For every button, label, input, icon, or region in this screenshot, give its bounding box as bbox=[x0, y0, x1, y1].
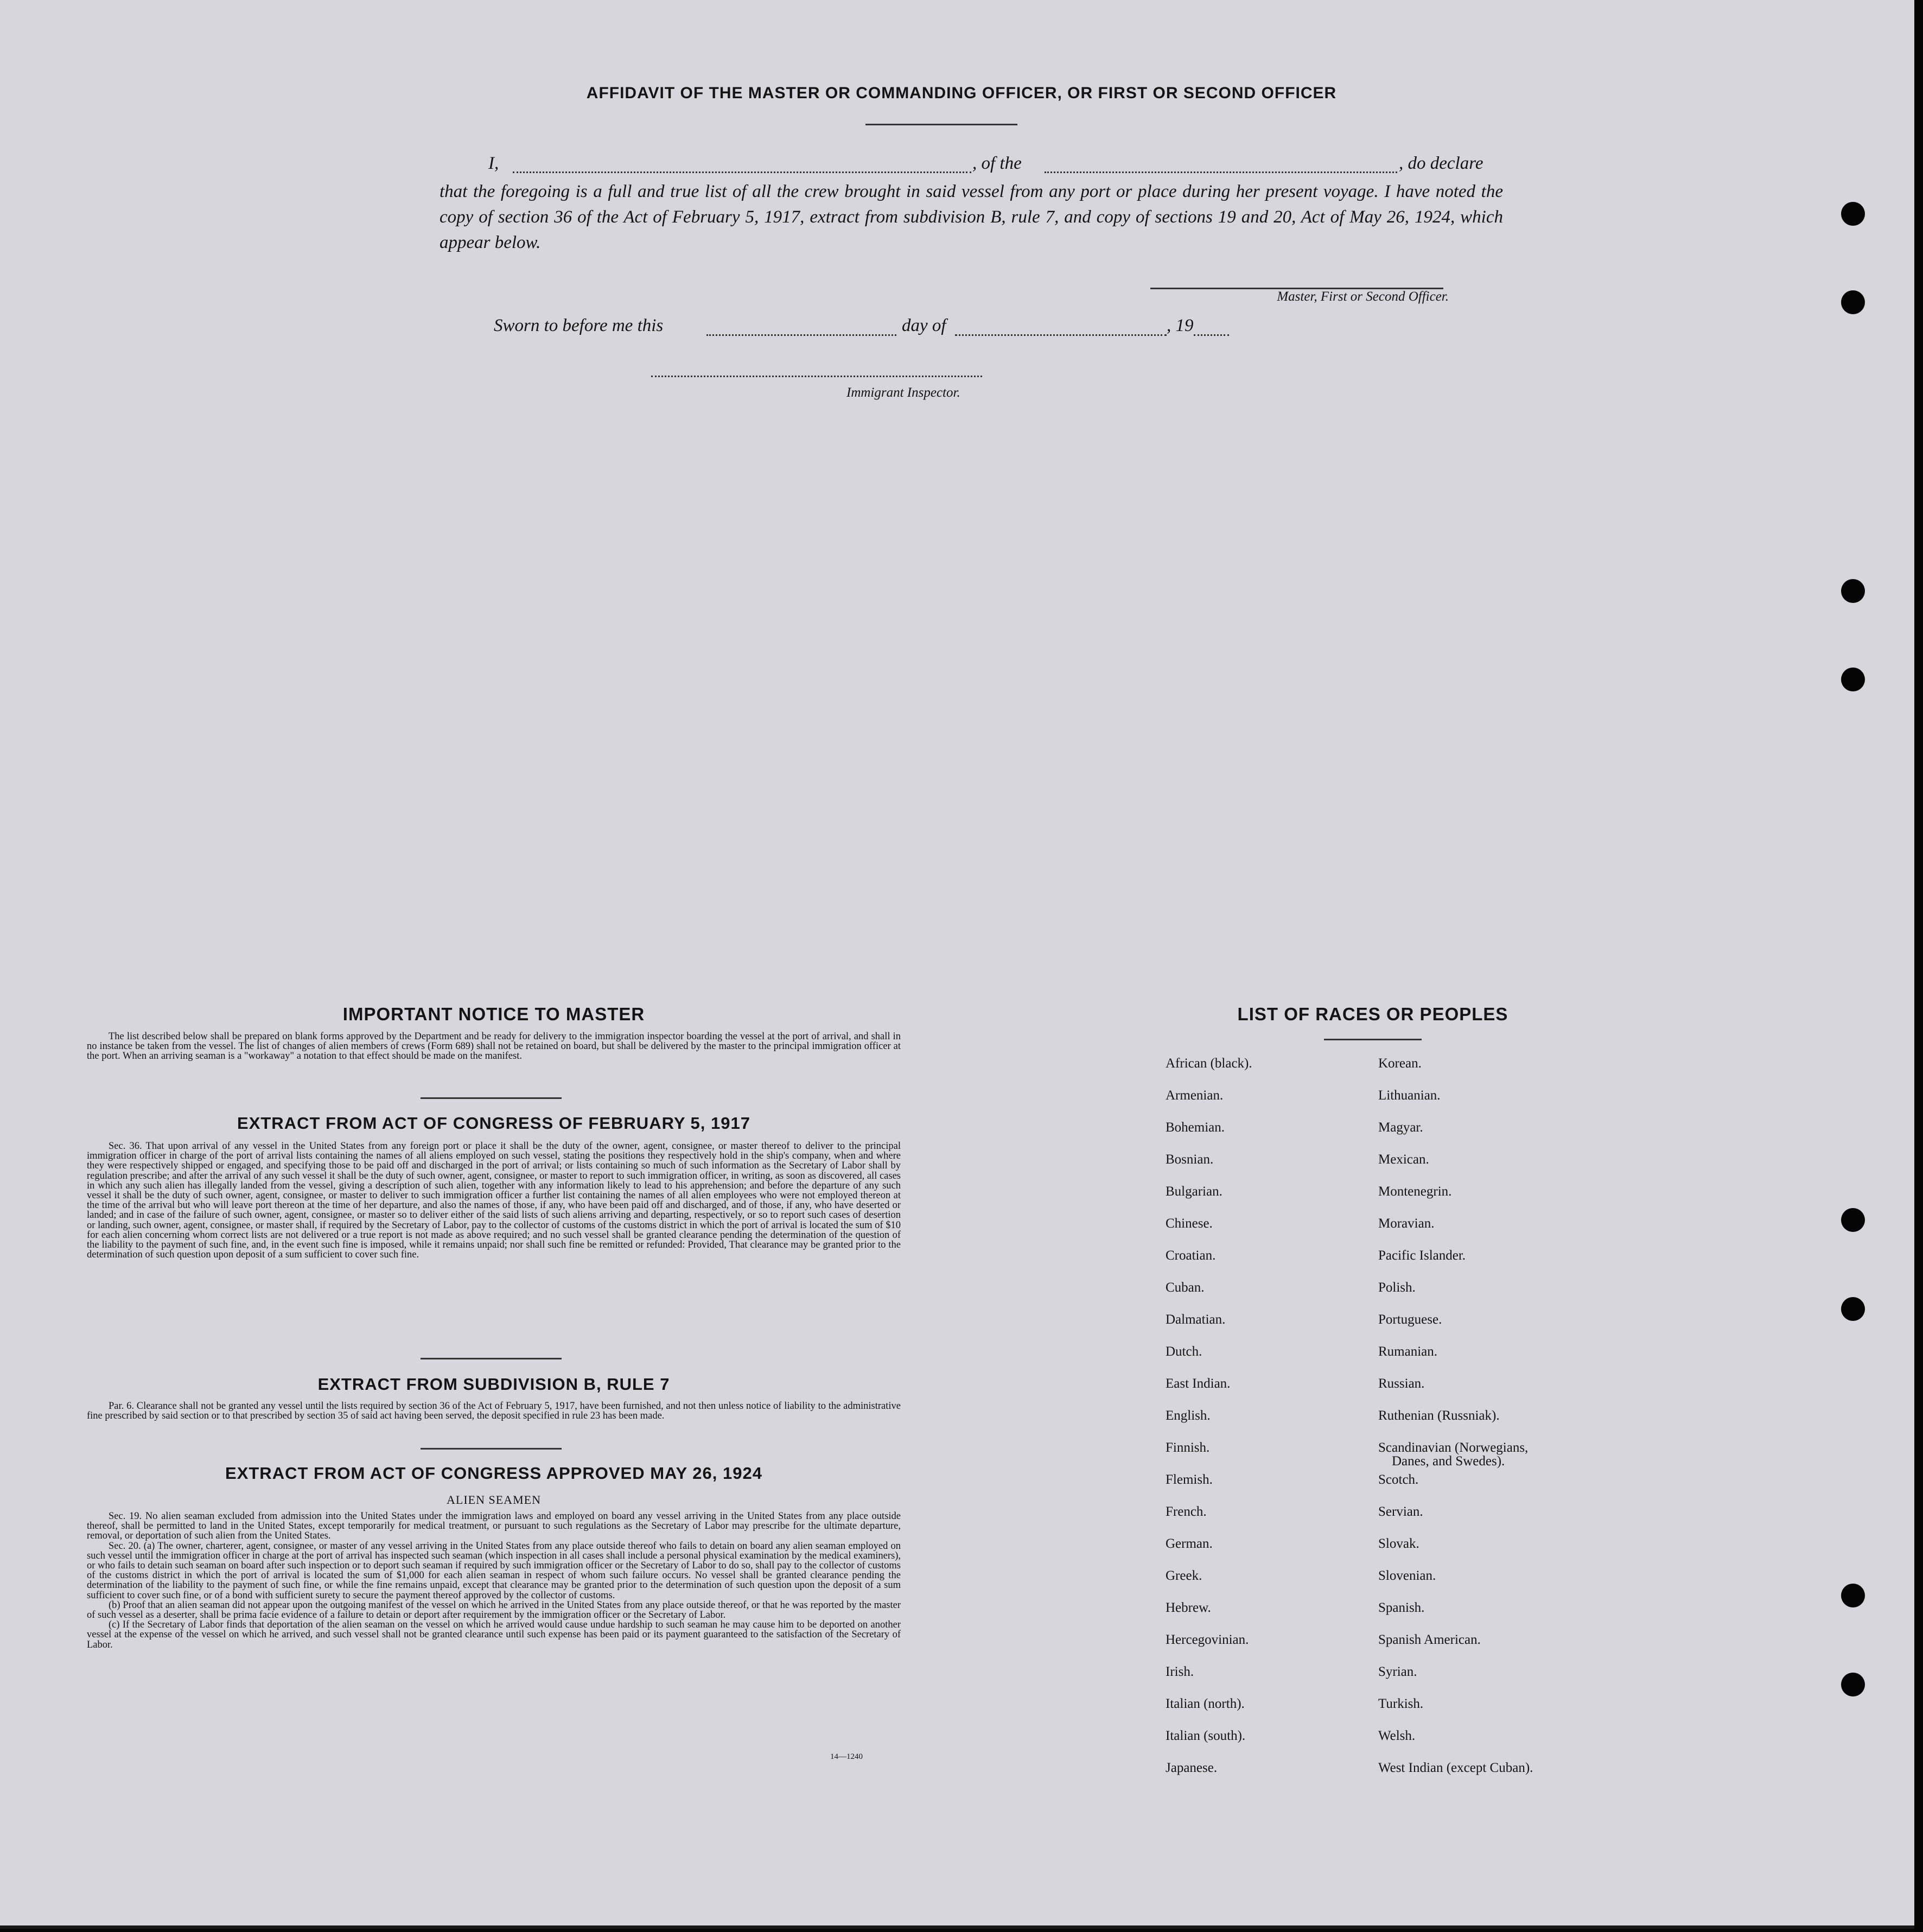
do-declare-label: , do declare bbox=[1399, 154, 1483, 173]
notice-paragraph: The list described below shall be prepared on blank forms approved by the Department and be ready for delivery to the immigration inspector boarding the vessel at the port of arrival, and shall in no instance be taken from the vessel. The list of changes of alien members of crews (Form 689) shall not be retained on board, but shall be delivered by the master to the principal immigration officer at the port. When an arriving seaman is a "workaway" a notation to that effect should be made on the manifest. bbox=[87, 1031, 901, 1062]
section-divider bbox=[421, 1448, 562, 1450]
race-item: Italian (north). bbox=[1166, 1696, 1245, 1711]
extract-rule7-body bbox=[87, 1401, 901, 1421]
title-divider bbox=[865, 124, 1017, 125]
race-item: Servian. bbox=[1378, 1504, 1423, 1519]
race-item: Danes, and Swedes). bbox=[1392, 1453, 1505, 1469]
race-item: Slovenian. bbox=[1378, 1568, 1436, 1583]
sworn-label: Sworn to before me this bbox=[494, 316, 664, 335]
race-item: Welsh. bbox=[1378, 1728, 1416, 1743]
race-item: Rumanian. bbox=[1378, 1344, 1438, 1359]
sec20a-paragraph: Sec. 20. (a) The owner, charterer, agent, consignee, or master of any vessel arriving in the United States from any place outside thereof who fails to detain on board any alien seaman employed on such vessel until the immigration officer in charge at the port of arrival has inspected such seaman (which inspection in all cases shall include a personal physical examination by the medical examiners), or who fails to detain such seaman on board after such inspection or to deport such seaman if required by such immigration officer or the Secretary of Labor to do so, shall pay to the collector of customs of the customs district in which the port of arrival is located the sum of $1,000 for each alien seaman in respect of whom such failure occurs. No vessel shall be granted clearance pending the determination of the liability to the payment of such fine, or while the fine remains unpaid, except that clearance may be granted prior to the determination of such question upon the deposit of a sum sufficient to cover such fine, or of a bond with sufficient surety to secure the payment thereof approved by the collector of customs. bbox=[87, 1540, 901, 1601]
race-item: French. bbox=[1166, 1504, 1207, 1519]
extract-rule7-title: EXTRACT FROM SUBDIVISION B, RULE 7 bbox=[317, 1375, 670, 1394]
master-signature-label: Master, First or Second Officer. bbox=[1277, 289, 1449, 304]
race-item: Turkish. bbox=[1378, 1696, 1424, 1711]
day-of-label: day of bbox=[902, 316, 946, 335]
sworn-year-line[interactable] bbox=[1194, 334, 1229, 336]
race-item: Japanese. bbox=[1166, 1761, 1218, 1775]
race-item: German. bbox=[1166, 1536, 1213, 1551]
race-item: Dalmatian. bbox=[1166, 1312, 1226, 1327]
race-item: Scandinavian (Norwegians, bbox=[1378, 1440, 1529, 1455]
declaration-text: that the foregoing is a full and true list of all the crew brought in said vessel from any port or place during her present voyage. I have noted the copy of section 36 of the Act of February 5, 1917, extract from subdivision B, rule 7, and copy of sections 19 and 20, Act of May 26, 1924, which appear below. bbox=[440, 182, 1503, 252]
race-item: Bosnian. bbox=[1166, 1152, 1214, 1167]
race-item: Chinese. bbox=[1166, 1216, 1213, 1231]
race-item: West Indian (except Cuban). bbox=[1378, 1761, 1533, 1775]
sworn-month-line[interactable] bbox=[955, 334, 1167, 336]
punch-hole bbox=[1841, 1208, 1865, 1232]
race-item: Hercegovinian. bbox=[1166, 1632, 1249, 1647]
section-divider bbox=[421, 1358, 562, 1359]
race-item: Scotch. bbox=[1378, 1472, 1419, 1487]
race-item: Russian. bbox=[1378, 1376, 1425, 1391]
punch-hole bbox=[1841, 1297, 1865, 1321]
race-item: Mexican. bbox=[1378, 1152, 1429, 1167]
extract-1917-body bbox=[87, 1141, 901, 1260]
affidavit-title: AFFIDAVIT OF THE MASTER OR COMMANDING OFFICER, OR FIRST OR SECOND OFFICER bbox=[586, 84, 1337, 102]
punch-hole bbox=[1841, 1673, 1865, 1696]
race-item: Greek. bbox=[1166, 1568, 1202, 1583]
race-item: Moravian. bbox=[1378, 1216, 1435, 1231]
race-item: English. bbox=[1166, 1408, 1211, 1423]
race-item: Pacific Islander. bbox=[1378, 1248, 1466, 1263]
sec19-paragraph: Sec. 19. No alien seaman excluded from admission into the United States under the immigration laws and employed on board any vessel arriving in the United States from any place outside thereof, shall be permitted to land in the United States, except temporarily for medical treatment, or pursuant to such regulations as the Secretary of Labor may prescribe for the ultimate departure, removal, or deportation of such alien from the United States. bbox=[87, 1511, 901, 1542]
declare-i-label: I, bbox=[488, 154, 499, 173]
extract-1917-title: EXTRACT FROM ACT OF CONGRESS OF FEBRUARY 5, 1917 bbox=[237, 1114, 750, 1133]
sworn-day-line[interactable] bbox=[706, 334, 896, 336]
master-name-line[interactable] bbox=[513, 171, 971, 173]
race-item: Italian (south). bbox=[1166, 1728, 1246, 1743]
year-label: , 19 bbox=[1167, 316, 1194, 335]
race-item: Bulgarian. bbox=[1166, 1184, 1222, 1199]
race-item: Slovak. bbox=[1378, 1536, 1419, 1551]
vessel-name-line[interactable] bbox=[1045, 171, 1397, 173]
race-item: Croatian. bbox=[1166, 1248, 1216, 1263]
race-item: East Indian. bbox=[1166, 1376, 1231, 1391]
races-divider bbox=[1324, 1039, 1422, 1040]
inspector-signature-line[interactable] bbox=[651, 376, 982, 377]
race-item: Montenegrin. bbox=[1378, 1184, 1452, 1199]
sec36-paragraph: Sec. 36. That upon arrival of any vessel in the United States from any foreign port or place it shall be the duty of the owner, agent, consignee, or master thereof to deliver to the principal immigration officer in charge of the port of arrival lists containing the names of all aliens employed on such vessel, stating the positions they respectively hold in the ship's company, when and where they were respectively shipped or engaged, and specifying those to be paid off and discharged in the port of arrival; or lists containing so much of such information as the Secretary of Labor shall by regulation prescribe; and after the arrival of any such vessel it shall be the duty of such owner, agent, consignee, or master to report to such immigration officer, in writing, as soon as discovered, all cases in which any such alien has illegally landed from the vessel, giving a description of such alien, together with any information likely to lead to his apprehension; and before the departure of any such vessel it shall be the duty of such owner, agent, consignee, or master to deliver to such immigration officer a further list containing the names of all alien employees who were not employed thereon at the time of the arrival but who will leave port thereon at the time of her departure, and also the names of those, if any, who have been paid off and discharged, and of those, if any, who have deserted or landed; and in case of the failure of such owner, agent, consignee, or master so to deliver either of the said lists of such aliens arriving and departing, respectively, or so to report such cases of desertion or landing, such owner, agent, consignee, or master shall, if required by the Secretary of Labor, pay to the collector of customs of the customs district in which the port of arrival is located the sum of $10 for each alien concerning whom correct lists are not delivered or a true report is not made as above required; and no such vessel shall be granted clearance pending the determination of the question of the liability to the payment of such fine, and, in the event such fine is imposed, while it remains unpaid; nor shall such fine be remitted or refunded: Provided, That clearance may be granted prior to the determination of such question upon deposit of a sum sufficient to cover such fine. bbox=[87, 1141, 901, 1261]
race-item: Ruthenian (Russniak). bbox=[1378, 1408, 1500, 1423]
race-item: Spanish. bbox=[1378, 1600, 1425, 1615]
of-the-label: , of the bbox=[972, 154, 1022, 173]
section-divider bbox=[421, 1097, 562, 1099]
form-number: 14—1240 bbox=[830, 1752, 863, 1761]
race-item: Cuban. bbox=[1166, 1280, 1205, 1295]
punch-hole bbox=[1841, 290, 1865, 314]
race-item: Polish. bbox=[1378, 1280, 1416, 1295]
race-item: Magyar. bbox=[1378, 1120, 1423, 1135]
race-item: Bohemian. bbox=[1166, 1120, 1225, 1135]
race-item: Finnish. bbox=[1166, 1440, 1210, 1455]
race-item: Syrian. bbox=[1378, 1664, 1417, 1679]
sec20b-paragraph: (b) Proof that an alien seaman did not appear upon the outgoing manifest of the vessel on which he arrived in the United States from any place outside thereof, or that he was reported by the master of such vessel as a deserter, shall be prima facie evidence of a failure to detain or deport after requirement by the immigration officer or the Secretary of Labor. bbox=[87, 1599, 901, 1621]
race-item: Korean. bbox=[1378, 1056, 1422, 1071]
race-item: Flemish. bbox=[1166, 1472, 1213, 1487]
punch-hole bbox=[1841, 202, 1865, 226]
extract-1924-title: EXTRACT FROM ACT OF CONGRESS APPROVED MAY 26, 1924 bbox=[225, 1464, 762, 1483]
notice-body bbox=[87, 1032, 901, 1062]
race-item: Armenian. bbox=[1166, 1088, 1224, 1103]
race-item: Spanish American. bbox=[1378, 1632, 1481, 1647]
notice-title: IMPORTANT NOTICE TO MASTER bbox=[342, 1004, 645, 1024]
inspector-label: Immigrant Inspector. bbox=[846, 385, 960, 400]
race-item: Lithuanian. bbox=[1378, 1088, 1441, 1103]
extract-1924-body bbox=[87, 1511, 901, 1650]
punch-hole bbox=[1841, 1584, 1865, 1607]
race-item: African (black). bbox=[1166, 1056, 1252, 1071]
race-item: Irish. bbox=[1166, 1664, 1194, 1679]
sec20c-paragraph: (c) If the Secretary of Labor finds that deportation of the alien seaman on the vessel on which he arrived would cause undue hardship to such seaman he may cause him to be deported on another vessel at the expense of the vessel on which he arrived, and such vessel shall not be granted clearance until such expense has been paid or its payment guaranteed to the satisfaction of the Secretary of Labor. bbox=[87, 1619, 901, 1650]
punch-hole bbox=[1841, 579, 1865, 603]
alien-seamen-subtitle: ALIEN SEAMEN bbox=[447, 1493, 541, 1507]
punch-hole bbox=[1841, 668, 1865, 691]
race-item: Dutch. bbox=[1166, 1344, 1202, 1359]
race-item: Hebrew. bbox=[1166, 1600, 1211, 1615]
races-title: LIST OF RACES OR PEOPLES bbox=[1237, 1004, 1508, 1024]
race-item: Portuguese. bbox=[1378, 1312, 1442, 1327]
par6-paragraph: Par. 6. Clearance shall not be granted any vessel until the lists required by section 36 of the Act of February 5, 1917, have been furnished, and not then unless notice of liability to the administrative fine prescribed by said section or to that prescribed by section 35 of said act having been served, the deposit specified in rule 23 has been made. bbox=[87, 1401, 901, 1422]
